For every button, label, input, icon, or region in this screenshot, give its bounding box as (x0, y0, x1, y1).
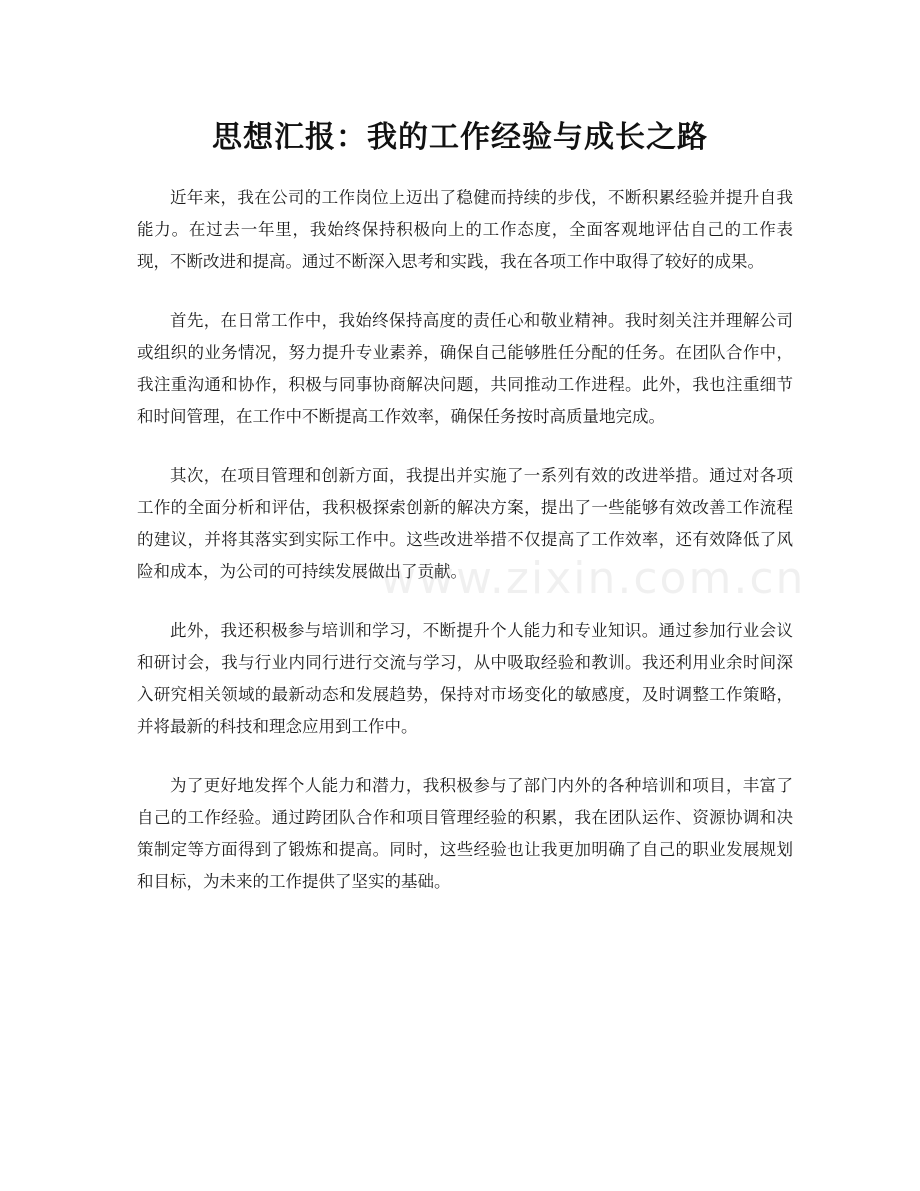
paragraph-3: 其次，在项目管理和创新方面，我提出并实施了一系列有效的改进举措。通过对各项工作的全面分析和评估，我积极探索创新的解决方案，提出了一些能够有效改善工作流程的建议，并将其落实到实际工作中。这些改进举措不仅提高了工作效率，还有效降低了风险和成本，为公司的可持续发展做出了贡献。 (137, 466, 793, 581)
watermark: www.zixin.com.cn (380, 553, 806, 604)
document-body (137, 182, 793, 925)
paragraph-5: 为了更好地发挥个人能力和潜力，我积极参与了部门内外的各种培训和项目，丰富了自己的工作经验。通过跨团队合作和项目管理经验的积累，我在团队运作、资源协调和决策制定等方面得到了锻炼和提高。同时，这些经验也让我更加明确了自己的职业发展规划和目标，为未来的工作提供了坚实的基础。 (137, 776, 793, 891)
paragraph-2: 首先，在日常工作中，我始终保持高度的责任心和敬业精神。我时刻关注并理解公司或组织的业务情况，努力提升专业素养，确保自己能够胜任分配的任务。在团队合作中，我注重沟通和协作，积极与同事协商解决问题，共同推动工作进程。此外，我也注重细节和时间管理，在工作中不断提高工作效率，确保任务按时高质量地完成。 (137, 311, 793, 426)
paragraph-4: 此外，我还积极参与培训和学习，不断提升个人能力和专业知识。通过参加行业会议和研讨会，我与行业内同行进行交流与学习，从中吸取经验和教训。我还利用业余时间深入研究相关领域的最新动态和发展趋势，保持对市场变化的敏感度，及时调整工作策略，并将最新的科技和理念应用到工作中。 (137, 621, 793, 736)
page-title: 思想汇报：我的工作经验与成长之路 (212, 120, 708, 155)
paragraph-1: 近年来，我在公司的工作岗位上迈出了稳健而持续的步伐，不断积累经验并提升自我能力。在过去一年里，我始终保持积极向上的工作态度，全面客观地评估自己的工作表现，不断改进和提高。通过不断深入思考和实践，我在各项工作中取得了较好的成果。 (137, 188, 793, 271)
